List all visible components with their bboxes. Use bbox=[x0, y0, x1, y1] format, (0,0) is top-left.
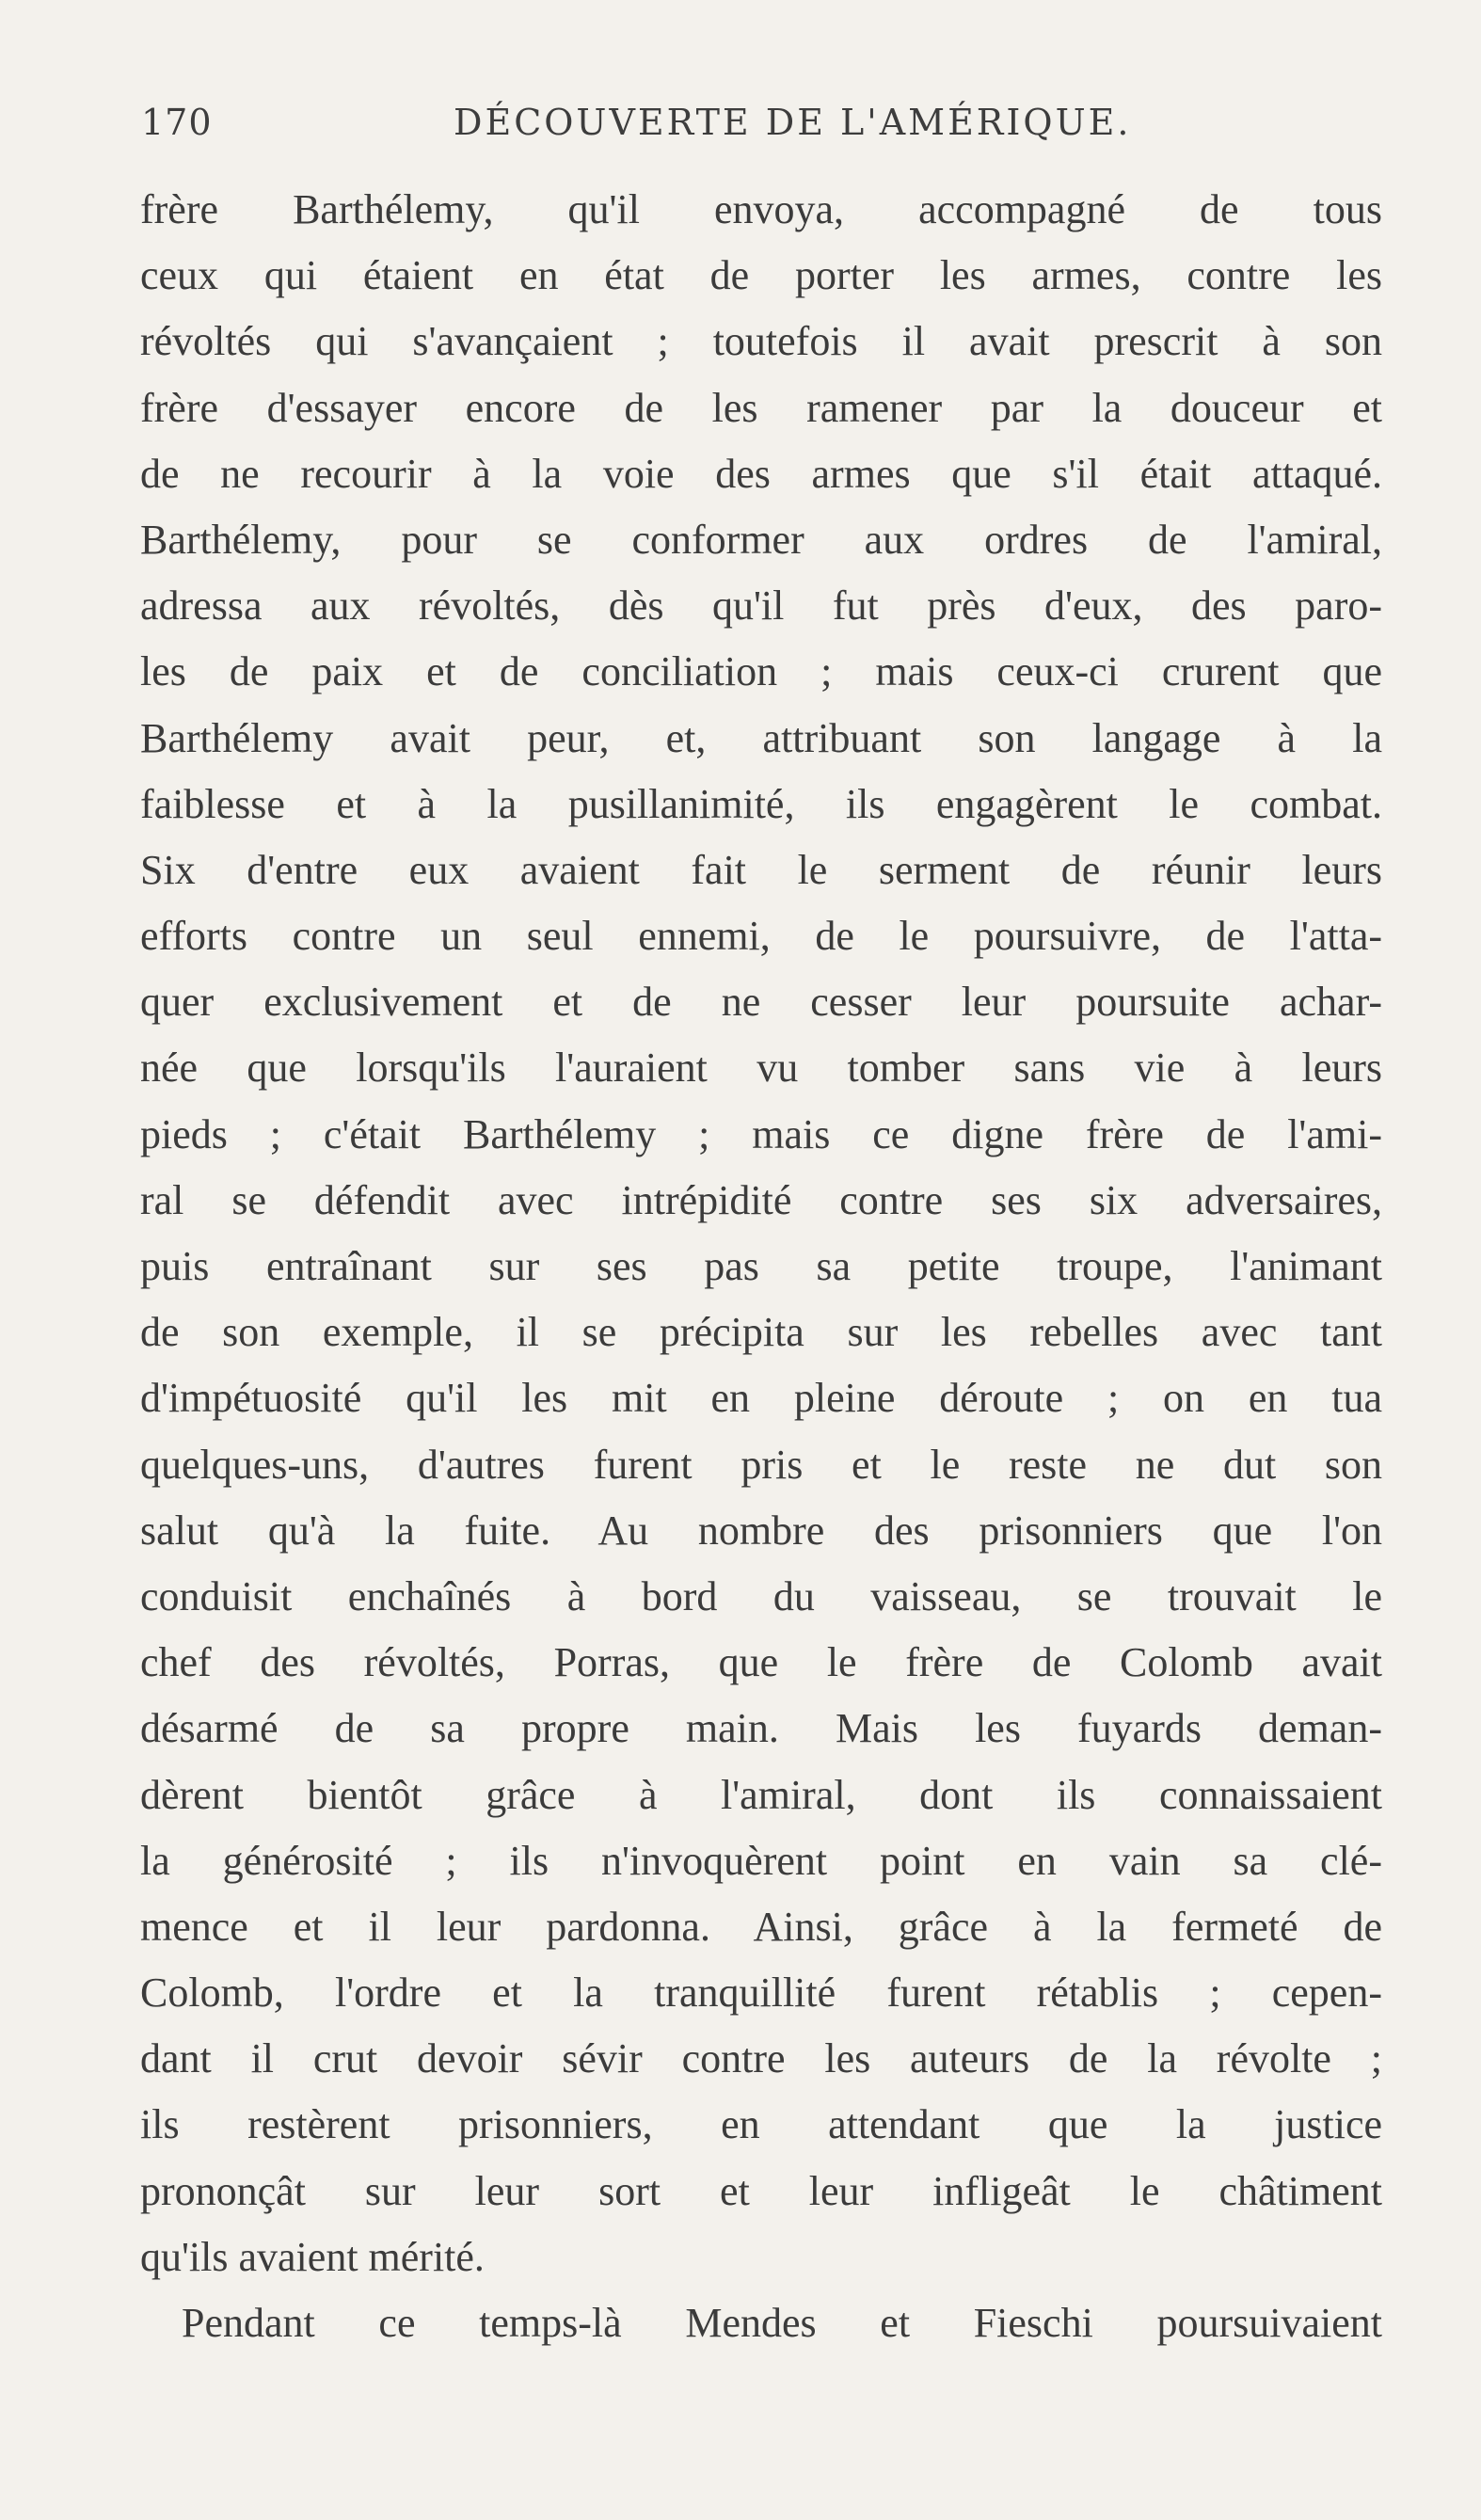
text-line: efforts contre un seul ennemi, de le poursuivre, de l'atta- bbox=[140, 913, 1382, 960]
text-line: mence et il leur pardonna. Ainsi, grâce à la fermeté de bbox=[140, 1903, 1382, 1950]
text-line: révoltés qui s'avançaient ; toutefois il avait prescrit à son bbox=[140, 318, 1382, 365]
text-line: quer exclusivement et de ne cesser leur poursuite achar- bbox=[140, 979, 1382, 1026]
text-line: frère d'essayer encore de les ramener par la douceur et bbox=[140, 384, 1382, 431]
text-line: ral se défendit avec intrépidité contre ses six adversaires, bbox=[140, 1176, 1382, 1223]
text-line: prononçât sur leur sort et leur infligeât le châtiment bbox=[140, 2167, 1382, 2214]
page-header bbox=[141, 102, 1383, 154]
text-line: dèrent bientôt grâce à l'amiral, dont ils connaissaient bbox=[140, 1771, 1382, 1818]
text-line: désarmé de sa propre main. Mais les fuyards deman- bbox=[140, 1705, 1382, 1752]
text-line: la générosité ; ils n'invoquèrent point en vain sa clé- bbox=[140, 1837, 1382, 1884]
text-line: pieds ; c'était Barthélemy ; mais ce digne frère de l'ami- bbox=[140, 1110, 1382, 1157]
text-line: née que lorsqu'ils l'auraient vu tomber sans vie à leurs bbox=[140, 1045, 1382, 1092]
text-line: dant il crut devoir sévir contre les auteurs de la révolte ; bbox=[140, 2035, 1382, 2082]
text-line: Six d'entre eux avaient fait le serment de réunir leurs bbox=[140, 846, 1382, 893]
running-title: DÉCOUVERTE DE L'AMÉRIQUE. bbox=[454, 102, 1132, 143]
text-line: Barthélemy avait peur, et, attribuant son langage à la bbox=[140, 714, 1382, 761]
text-line: les de paix et de conciliation ; mais ceux-ci crurent que bbox=[140, 648, 1382, 695]
text-line: salut qu'à la fuite. Au nombre des prisonniers que l'on bbox=[140, 1507, 1382, 1554]
text-line: ceux qui étaient en état de porter les armes, contre les bbox=[140, 252, 1382, 299]
text-line: adressa aux révoltés, dès qu'il fut près d'eux, des paro- bbox=[140, 582, 1382, 630]
text-line: puis entraînant sur ses pas sa petite troupe, l'animant bbox=[140, 1243, 1382, 1289]
paragraph-start-line: Pendant ce temps-là Mendes et Fieschi poursuivaient bbox=[182, 2300, 1382, 2346]
text-line: conduisit enchaînés à bord du vaisseau, se trouvait le bbox=[140, 1572, 1382, 1619]
text-line: Colomb, l'ordre et la tranquillité furent rétablis ; cepen- bbox=[140, 1970, 1382, 2017]
text-line: quelques-uns, d'autres furent pris et le reste ne dut son bbox=[140, 1441, 1382, 1488]
text-line: de ne recourir à la voie des armes que s'il était attaqué. bbox=[140, 450, 1382, 497]
text-line: Barthélemy, pour se conformer aux ordres de l'amiral, bbox=[140, 516, 1382, 563]
page-number: 170 bbox=[141, 102, 213, 143]
text-line: frère Barthélemy, qu'il envoya, accompagné de tous bbox=[140, 186, 1382, 232]
body-text bbox=[140, 177, 1382, 2356]
text-line: d'impétuosité qu'il les mit en pleine déroute ; on en tua bbox=[140, 1375, 1382, 1422]
text-line: ils restèrent prisonniers, en attendant que la justice bbox=[140, 2101, 1382, 2148]
paragraph-end-line: qu'ils avaient mérité. bbox=[140, 2233, 485, 2280]
text-line: chef des révoltés, Porras, que le frère de Colomb avait bbox=[140, 1639, 1382, 1686]
text-line: faiblesse et à la pusillanimité, ils engagèrent le combat. bbox=[140, 780, 1382, 827]
text-line: de son exemple, il se précipita sur les rebelles avec tant bbox=[140, 1309, 1382, 1356]
